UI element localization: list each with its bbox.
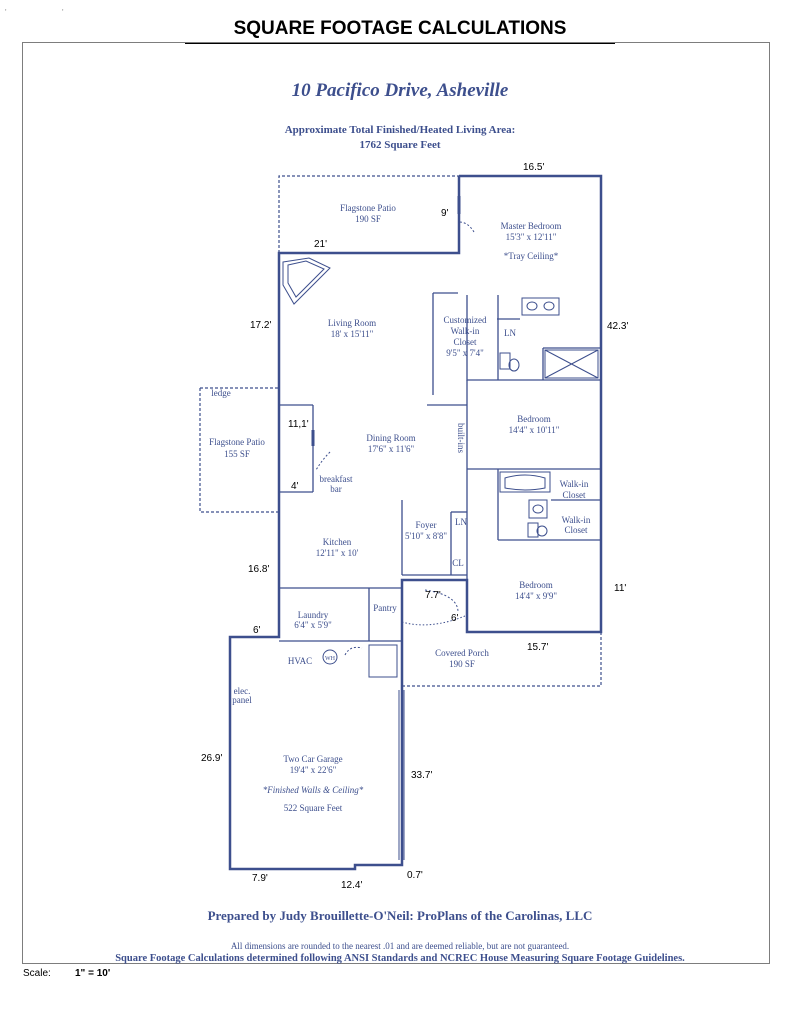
scale-value: 1" = 10' — [75, 968, 111, 979]
foyer-size: 5'10" x 8'8" — [404, 531, 448, 541]
dim-33-7: 33.7' — [411, 770, 433, 781]
living-area-value: 1762 Square Feet — [359, 139, 441, 151]
disclaimer-line-1: All dimensions are rounded to the nearest .01 and are deemed reliable, but are not guaranteed. — [230, 941, 570, 951]
breakfast-bar-line-1: breakfast — [319, 474, 353, 484]
dim-17-2: 17.2' — [250, 320, 272, 331]
kitchen-name: Kitchen — [322, 537, 352, 547]
linen-top: LN — [504, 328, 516, 338]
dim-12-4: 12.4' — [341, 880, 363, 891]
disclaimer-line-2: Square Footage Calculations determined following ANSI Standards and NCREC House Measuring Square Footage Guidelines. — [115, 953, 685, 964]
double-sink-icon — [522, 298, 559, 315]
living-room-size: 18' x 15'11" — [330, 329, 374, 339]
walk-in-closet-2-line-2: Closet — [562, 490, 586, 500]
dining-room-name: Dining Room — [366, 433, 416, 443]
tick-mark-left: ' — [5, 8, 7, 17]
dim-42-3: 42.3' — [607, 321, 629, 332]
toilet-icon — [500, 353, 510, 369]
walk-in-closet-2-line-1: Walk-in — [559, 479, 589, 489]
elec-panel-line-2: panel — [232, 695, 252, 705]
scale-label: Scale: — [23, 968, 51, 979]
garage-sqft: 522 Square Feet — [283, 803, 343, 813]
hvac-label: HVAC — [287, 656, 313, 666]
dim-9: 9' — [441, 208, 449, 219]
master-bedroom-name: Master Bedroom — [500, 221, 562, 231]
built-ins-label: built-ins — [456, 422, 466, 454]
patio-left-size: 155 SF — [224, 449, 250, 459]
laundry-size: 6'4" x 5'9" — [294, 620, 332, 630]
foyer-name: Foyer — [415, 520, 437, 530]
master-bedroom-size: 15'3" x 12'11" — [505, 232, 557, 242]
ledge-label: ledge — [211, 388, 231, 398]
patio-top-name: Flagstone Patio — [340, 203, 396, 213]
garage-note: *Finished Walls & Ceiling* — [262, 785, 364, 795]
dim-21: 21' — [314, 239, 328, 250]
master-bedroom-note: *Tray Ceiling* — [503, 251, 559, 261]
dim-0-7: 0.7' — [407, 870, 423, 881]
dining-room-size: 17'6" x 11'6" — [367, 444, 415, 454]
dim-11: 11' — [614, 583, 627, 594]
garage-name: Two Car Garage — [283, 754, 343, 764]
dim-6-porch: 6' — [451, 613, 459, 624]
bedroom-1-size: 14'4" x 10'11" — [508, 425, 560, 435]
garage-size: 19'4" x 22'6" — [289, 765, 337, 775]
prepared-by: Prepared by Judy Brouillette-O'Neil: ProPlans of the Carolinas, LLC — [207, 908, 593, 923]
linen-foyer: LN — [455, 517, 467, 527]
kitchen-size: 12'11" x 10' — [315, 548, 359, 558]
covered-porch-name: Covered Porch — [435, 648, 489, 658]
closet-line-2: Walk-in — [450, 326, 480, 336]
dim-16-5: 16.5' — [523, 162, 545, 173]
living-room-name: Living Room — [327, 318, 377, 328]
closet-line-3: Closet — [453, 337, 477, 347]
wh-label: WH — [325, 656, 335, 662]
page-title: SQUARE FOOTAGE CALCULATIONS — [233, 18, 567, 39]
patio-top-size: 190 SF — [355, 214, 381, 224]
coat-closet: CL — [452, 558, 464, 568]
patio-left-name: Flagstone Patio — [209, 437, 265, 447]
covered-porch-size: 190 SF — [449, 659, 475, 669]
tick-mark-right: ' — [62, 8, 64, 17]
pantry-label: Pantry — [373, 603, 397, 613]
elec-panel-line-1: elec. — [233, 686, 251, 696]
closet-line-1: Customized — [443, 315, 487, 325]
dim-7-9: 7.9' — [252, 873, 268, 884]
dim-11-1: 11,1' — [288, 419, 309, 430]
laundry-name: Laundry — [297, 610, 329, 620]
dim-4: 4' — [291, 481, 299, 492]
dim-6-left: 6' — [253, 625, 261, 636]
bedroom-1-name: Bedroom — [517, 414, 551, 424]
dim-16-8: 16.8' — [248, 564, 270, 575]
breakfast-bar-line-2: bar — [330, 484, 342, 494]
dim-7-7: 7.7' — [425, 590, 441, 601]
living-area-label: Approximate Total Finished/Heated Living Area: — [284, 124, 516, 136]
bedroom-2-name: Bedroom — [519, 580, 553, 590]
property-address: 10 Pacifico Drive, Asheville — [291, 80, 509, 101]
bedroom-2-size: 14'4" x 9'9" — [514, 591, 558, 601]
walk-in-closet-3-line-2: Closet — [564, 525, 588, 535]
toilet-icon-2 — [528, 523, 538, 537]
sink-icon — [529, 500, 547, 518]
closet-size: 9'5" x 7'4" — [446, 348, 484, 358]
walk-in-closet-3-line-1: Walk-in — [561, 515, 591, 525]
dim-26-9: 26.9' — [201, 753, 223, 764]
dim-15-7: 15.7' — [527, 642, 549, 653]
